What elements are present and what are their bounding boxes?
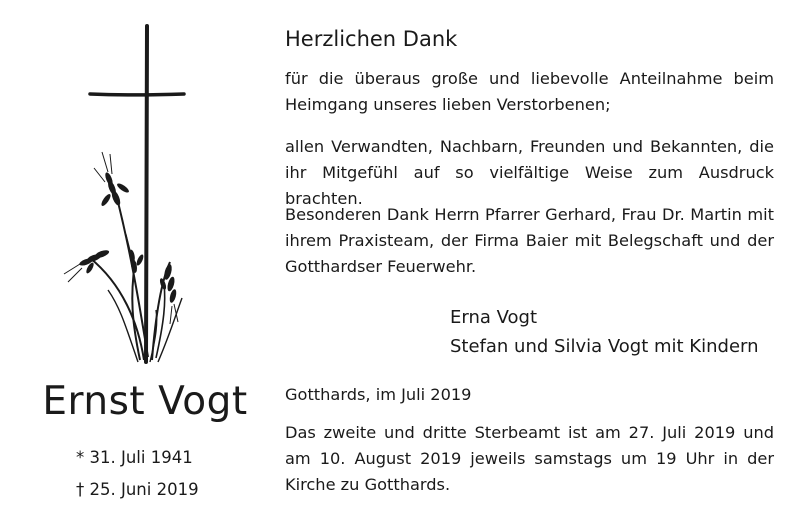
place-and-date: Gotthards, im Juli 2019 [285, 385, 472, 404]
signers [450, 303, 759, 361]
thanks-paragraph-2: allen Verwandten, Nachbarn, Freunden und Bekannten, die ihr Mitgefühl auf so vielfältige Weise zum Ausdruck brachten. [285, 137, 774, 208]
life-dates [76, 442, 199, 506]
cross-with-wheat-icon [60, 22, 190, 367]
mass-announcement: Das zweite und dritte Sterbeamt ist am 27. Juli 2019 und am 10. August 2019 jeweils samstags um 19 Uhr in der Kirche zu Gotthards. [285, 423, 774, 494]
deceased-name: Ernst Vogt [42, 379, 248, 424]
thanks-paragraph-3: Besonderen Dank Herrn Pfarrer Gerhard, Frau Dr. Martin mit ihrem Praxisteam, der Firma Baier mit Belegschaft und der Gotthardser Feuerwehr. [285, 205, 774, 276]
thanks-paragraph-1: für die überaus große und liebevolle Anteilnahme beim Heimgang unseres lieben Verstorbenen; [285, 69, 774, 114]
death-date: † 25. Juni 2019 [76, 480, 199, 499]
signer: Stefan und Silvia Vogt mit Kindern [450, 336, 759, 357]
signer: Erna Vogt [450, 307, 538, 328]
notice-title: Herzlichen Dank [285, 27, 458, 51]
birth-date: * 31. Juli 1941 [76, 448, 193, 467]
